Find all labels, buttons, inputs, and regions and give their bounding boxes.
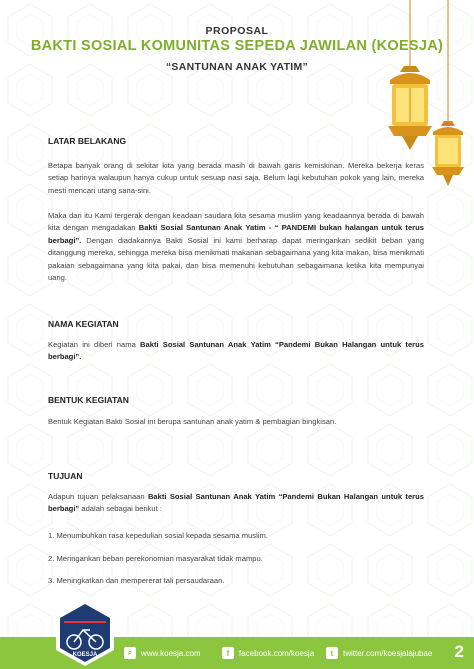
section-title-bentuk-kegiatan: BENTUK KEGIATAN bbox=[48, 395, 129, 405]
bentuk-kegiatan-paragraph: Bentuk Kegiatan Bakti Sosial ini berupa santunan anak yatim & pembagian bingkisan. bbox=[48, 417, 337, 426]
twitter-icon: t bbox=[326, 647, 338, 659]
footer-website[interactable] bbox=[124, 647, 201, 659]
nama-kegiatan-paragraph bbox=[48, 339, 424, 364]
nama-text-a: Kegiatan ini diberi nama bbox=[48, 340, 141, 349]
page-number: 2 bbox=[454, 642, 464, 661]
logo-text: KOESJA bbox=[72, 652, 98, 658]
section-title-nama-kegiatan: NAMA KEGIATAN bbox=[48, 319, 119, 329]
footer-twitter[interactable] bbox=[326, 647, 432, 659]
tujuan-paragraph bbox=[48, 491, 424, 516]
tujuan-text-c: adalah sebagai berikut : bbox=[79, 504, 162, 514]
proposal-label: PROPOSAL bbox=[205, 25, 269, 37]
tujuan-event-name: Bakti Sosial Santunan Anak Yatim “Pandemi Bukan Halangan untuk terus berbagi” bbox=[48, 492, 424, 514]
tujuan-list-item-2: 2. Meringankan beban perekonomian masyarakat tidak mampu. bbox=[48, 554, 263, 563]
nama-event-name: Bakti Sosial Santunan Anak Yatim “Pandemi Bukan Halangan untuk terus berbagi”. bbox=[48, 340, 424, 362]
tujuan-list-item-1: 1. Menumbuhkan rasa kepedulian sosial kepada sesama muslim. bbox=[48, 531, 268, 540]
document-title: BAKTI SOSIAL KOMUNITAS SEPEDA JAWILAN (KOESJA) bbox=[30, 38, 444, 54]
lantern-large bbox=[388, 66, 432, 150]
search-icon: ⌕ bbox=[124, 647, 136, 659]
facebook-icon: f bbox=[222, 647, 234, 659]
tujuan-list-item-3: 3. Meningkatkan dan mempererat tali persaudaraan. bbox=[48, 576, 225, 585]
footer-twitter-label: twitter.com/koesjalajubae bbox=[343, 648, 433, 658]
latar-belakang-paragraph-1: Betapa banyak orang di sekitar kita yang berada masih di bawah garis kemiskinan. Mereka bekerja keras setiap harinya walaupun hanya cukup untuk sesuap nasi saja. Belum lagi kebutuhan pokok yang lain, mereka mesti mencari utang sana-sini. bbox=[48, 161, 424, 195]
latar-belakang-paragraph-2 bbox=[48, 210, 424, 284]
latar-p2-event-name: Bakti Sosial Santunan Anak Yatim - “ PANDEMI bukan halangan untuk terus berbagi”. bbox=[48, 223, 424, 245]
lantern-small bbox=[432, 121, 464, 186]
document-subtitle: “SANTUNAN ANAK YATIM” bbox=[165, 61, 309, 73]
tujuan-text-a: Adapun tujuan pelaksanaan bbox=[48, 492, 148, 501]
latar-p2-text-c: Dengan diadakannya Bakti Sosial ini kami berharap dapat meringankan sedikit beban yang ditanggung mereka, sehingga mereka bisa menikmati makanan sebagaimana yang kita makan, bisa menikmati pakaian sebagaimana yang kita pakai, dan bisa memenuhi kebutuhan sebagaimana ketika kita mempunyai uang. bbox=[48, 235, 424, 283]
koesja-logo bbox=[50, 598, 120, 668]
footer-facebook-label: facebook.com/koesja bbox=[239, 648, 315, 658]
section-title-tujuan: TUJUAN bbox=[48, 471, 83, 481]
footer-website-label: www.koesja.com bbox=[141, 648, 201, 658]
section-title-latar-belakang: LATAR BELAKANG bbox=[48, 136, 127, 146]
latar-p2-text-a: Maka dari itu Kami tergerak dengan keadaan saudara kita sesama muslim yang keadaannya berada di bawah kita dengan mengadakan bbox=[48, 211, 424, 233]
footer-facebook[interactable] bbox=[222, 647, 314, 659]
